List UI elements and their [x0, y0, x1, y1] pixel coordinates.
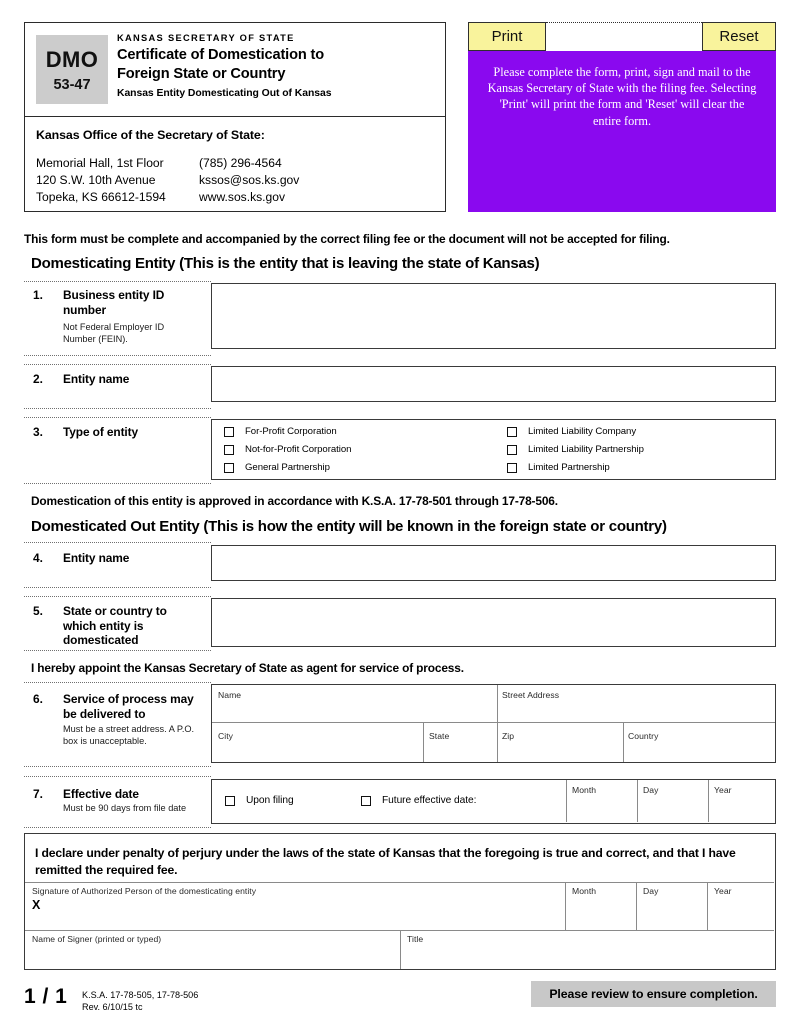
entity-type-label: General Partnership	[245, 462, 330, 473]
signature-day-label: Day	[643, 886, 659, 896]
field-2-label: Entity name	[63, 372, 130, 386]
entity-type-option[interactable]	[507, 462, 610, 473]
row-separator	[24, 596, 211, 597]
review-reminder-bar: Please review to ensure completion.	[531, 981, 776, 1007]
section-heading-domesticating: Domesticating Entity (This is the entity that is leaving the state of Kansas)	[31, 255, 540, 272]
action-button-row	[468, 22, 776, 52]
field-7-hint: Must be 90 days from file date	[63, 803, 187, 813]
signature-label: Signature of Authorized Person of the domesticating entity	[32, 886, 257, 896]
street-cell-label: Street Address	[502, 690, 560, 700]
entity-type-label: Not-for-Profit Corporation	[245, 444, 352, 455]
form-intro-statement: This form must be complete and accompanied by the correct filing fee or the document will not be accepted for filing.	[24, 232, 670, 246]
page-number: 1 / 1	[24, 985, 68, 1008]
address-line-3: Topeka, KS 66612-1594	[36, 190, 166, 205]
form-header-block	[24, 22, 446, 212]
agent-appointment-statement: I hereby appoint the Kansas Secretary of State as agent for service of process.	[31, 661, 464, 675]
office-contact-area	[25, 117, 445, 207]
grid-divider	[25, 882, 774, 883]
row-separator	[24, 281, 211, 282]
agency-name: KANSAS SECRETARY OF STATE	[117, 33, 295, 43]
checkbox-icon[interactable]	[224, 445, 234, 455]
checkbox-icon[interactable]	[224, 463, 234, 473]
field-6-label: Service of process may be delivered to	[63, 692, 194, 721]
checkbox-icon[interactable]	[224, 427, 234, 437]
effective-upon-filing-option[interactable]	[225, 795, 294, 806]
signature-year-input[interactable]	[710, 897, 772, 919]
service-city-input[interactable]	[213, 741, 419, 761]
header-title-area	[25, 23, 445, 117]
reset-button[interactable]: Reset	[702, 22, 776, 51]
effective-future-date-option[interactable]	[361, 795, 476, 806]
signature-day-input[interactable]	[639, 897, 703, 919]
signer-title-label: Title	[407, 934, 424, 944]
service-state-input[interactable]	[424, 741, 494, 761]
state-cell-label: State	[429, 731, 450, 741]
signature-month-label: Month	[572, 886, 597, 896]
field-1-hint: Not Federal Employer ID Number (FEIN).	[63, 322, 165, 344]
approval-statement: Domestication of this entity is approved in accordance with K.S.A. 17-78-501 through 17-78-506.	[31, 494, 558, 508]
row-separator	[24, 483, 211, 484]
name-cell-label: Name	[218, 690, 242, 700]
effective-month-input[interactable]	[568, 796, 632, 818]
field-1-number: 1.	[33, 288, 43, 302]
entity-type-label: Limited Partnership	[528, 462, 610, 473]
grid-divider	[708, 780, 709, 822]
zip-cell-label: Zip	[502, 731, 515, 741]
grid-divider	[212, 722, 775, 723]
field-1-input[interactable]	[211, 283, 776, 349]
office-email: kssos@sos.ks.gov	[199, 173, 300, 188]
signature-x-mark: X	[32, 898, 41, 912]
effective-year-label: Year	[714, 785, 732, 795]
address-line-2: 120 S.W. 10th Avenue	[36, 173, 156, 188]
office-title: Kansas Office of the Secretary of State:	[36, 128, 265, 142]
signer-title-input[interactable]	[407, 945, 767, 967]
entity-type-option[interactable]	[224, 444, 351, 455]
entity-type-option[interactable]	[507, 426, 636, 437]
effective-future-date-label: Future effective date:	[382, 795, 477, 806]
row-separator	[24, 355, 211, 356]
service-zip-input[interactable]	[498, 741, 618, 761]
row-separator	[24, 542, 211, 543]
country-cell-label: Country	[628, 731, 659, 741]
service-country-input[interactable]	[624, 741, 772, 761]
field-4-input[interactable]	[211, 545, 776, 581]
signer-name-label: Name of Signer (printed or typed)	[32, 934, 162, 944]
entity-type-label: Limited Liability Company	[528, 426, 637, 437]
city-cell-label: City	[218, 731, 233, 741]
field-2-input[interactable]	[211, 366, 776, 402]
button-row-spacer	[546, 22, 702, 51]
row-separator	[24, 408, 211, 409]
row-separator	[24, 827, 211, 828]
signature-month-input[interactable]	[568, 897, 632, 919]
print-button[interactable]: Print	[468, 22, 546, 51]
effective-year-input[interactable]	[710, 796, 772, 818]
entity-type-option[interactable]	[224, 462, 330, 473]
statute-reference	[82, 989, 198, 1014]
form-code: DMO	[45, 47, 99, 72]
office-website: www.sos.ks.gov	[199, 190, 286, 205]
checkbox-icon[interactable]	[507, 427, 517, 437]
form-code-badge	[36, 35, 108, 104]
form-subtitle: Kansas Entity Domesticating Out of Kansas	[117, 87, 332, 99]
field-5-label: State or country to which entity is domesticated	[63, 604, 167, 648]
row-separator	[24, 417, 211, 418]
service-street-input[interactable]	[498, 700, 774, 720]
entity-type-option[interactable]	[507, 444, 644, 455]
effective-day-label: Day	[643, 785, 659, 795]
statute-line-1: K.S.A. 17-78-505, 17-78-506	[82, 990, 199, 1000]
grid-divider	[637, 780, 638, 822]
form-actions-panel	[468, 22, 776, 212]
signature-input[interactable]	[44, 897, 554, 919]
office-phone: (785) 296-4564	[199, 156, 282, 170]
grid-divider	[566, 780, 567, 822]
field-2-number: 2.	[33, 372, 43, 386]
section-heading-domesticated-out: Domesticated Out Entity (This is how the entity will be known in the foreign state or country)	[31, 518, 667, 535]
effective-day-input[interactable]	[639, 796, 703, 818]
form-title-line1: Certificate of Domestication to	[117, 47, 324, 64]
row-separator	[24, 766, 211, 767]
row-separator	[24, 776, 211, 777]
effective-upon-filing-label: Upon filing	[246, 795, 294, 806]
checkbox-icon[interactable]	[225, 796, 235, 806]
field-7-label: Effective date	[63, 787, 139, 801]
effective-month-label: Month	[572, 785, 597, 795]
entity-type-option[interactable]	[224, 426, 337, 437]
signature-year-label: Year	[714, 886, 732, 896]
field-3-label: Type of entity	[63, 425, 139, 439]
checkbox-icon[interactable]	[507, 445, 517, 455]
field-1-label: Business entity ID number	[63, 288, 165, 317]
grid-divider	[636, 882, 637, 930]
grid-divider	[400, 930, 401, 969]
office-address	[36, 155, 445, 207]
checkbox-icon[interactable]	[507, 463, 517, 473]
field-5-input[interactable]	[211, 598, 776, 647]
form-number: 53-47	[53, 77, 91, 93]
instructions-notice	[468, 51, 776, 212]
revision-line: Rev. 6/10/15 tc	[82, 1002, 143, 1013]
field-6-hint: Must be a street address. A P.O. box is unacceptable.	[63, 724, 195, 746]
address-line-1: Memorial Hall, 1st Floor	[36, 156, 164, 170]
header-titles	[117, 32, 439, 99]
field-7-number: 7.	[33, 787, 43, 801]
field-4-label: Entity name	[63, 551, 130, 565]
row-separator	[24, 682, 211, 683]
row-separator	[24, 650, 211, 651]
grid-divider	[707, 882, 708, 930]
field-6-number: 6.	[33, 692, 43, 706]
field-5-number: 5.	[33, 604, 43, 618]
entity-type-label: Limited Liability Partnership	[528, 444, 644, 455]
signer-name-input[interactable]	[32, 945, 362, 967]
row-separator	[24, 364, 211, 365]
declaration-text: I declare under penalty of perjury under the laws of the state of Kansas that the foregoing is true and correct, and that I have remitted the required fee.	[35, 846, 736, 877]
instructions-text: Please complete the form, print, sign and mail to the Kansas Secretary of State with the filing fee. Selecting 'Print' will print the form and 'Reset' will clear the entire form.	[487, 65, 757, 128]
field-3-number: 3.	[33, 425, 43, 439]
grid-divider	[565, 882, 566, 930]
entity-type-label: For-Profit Corporation	[245, 426, 337, 437]
form-title-line2: Foreign State or Country	[117, 65, 286, 82]
service-name-input[interactable]	[213, 700, 483, 720]
checkbox-icon[interactable]	[361, 796, 371, 806]
field-4-number: 4.	[33, 551, 43, 565]
row-separator	[24, 587, 211, 588]
